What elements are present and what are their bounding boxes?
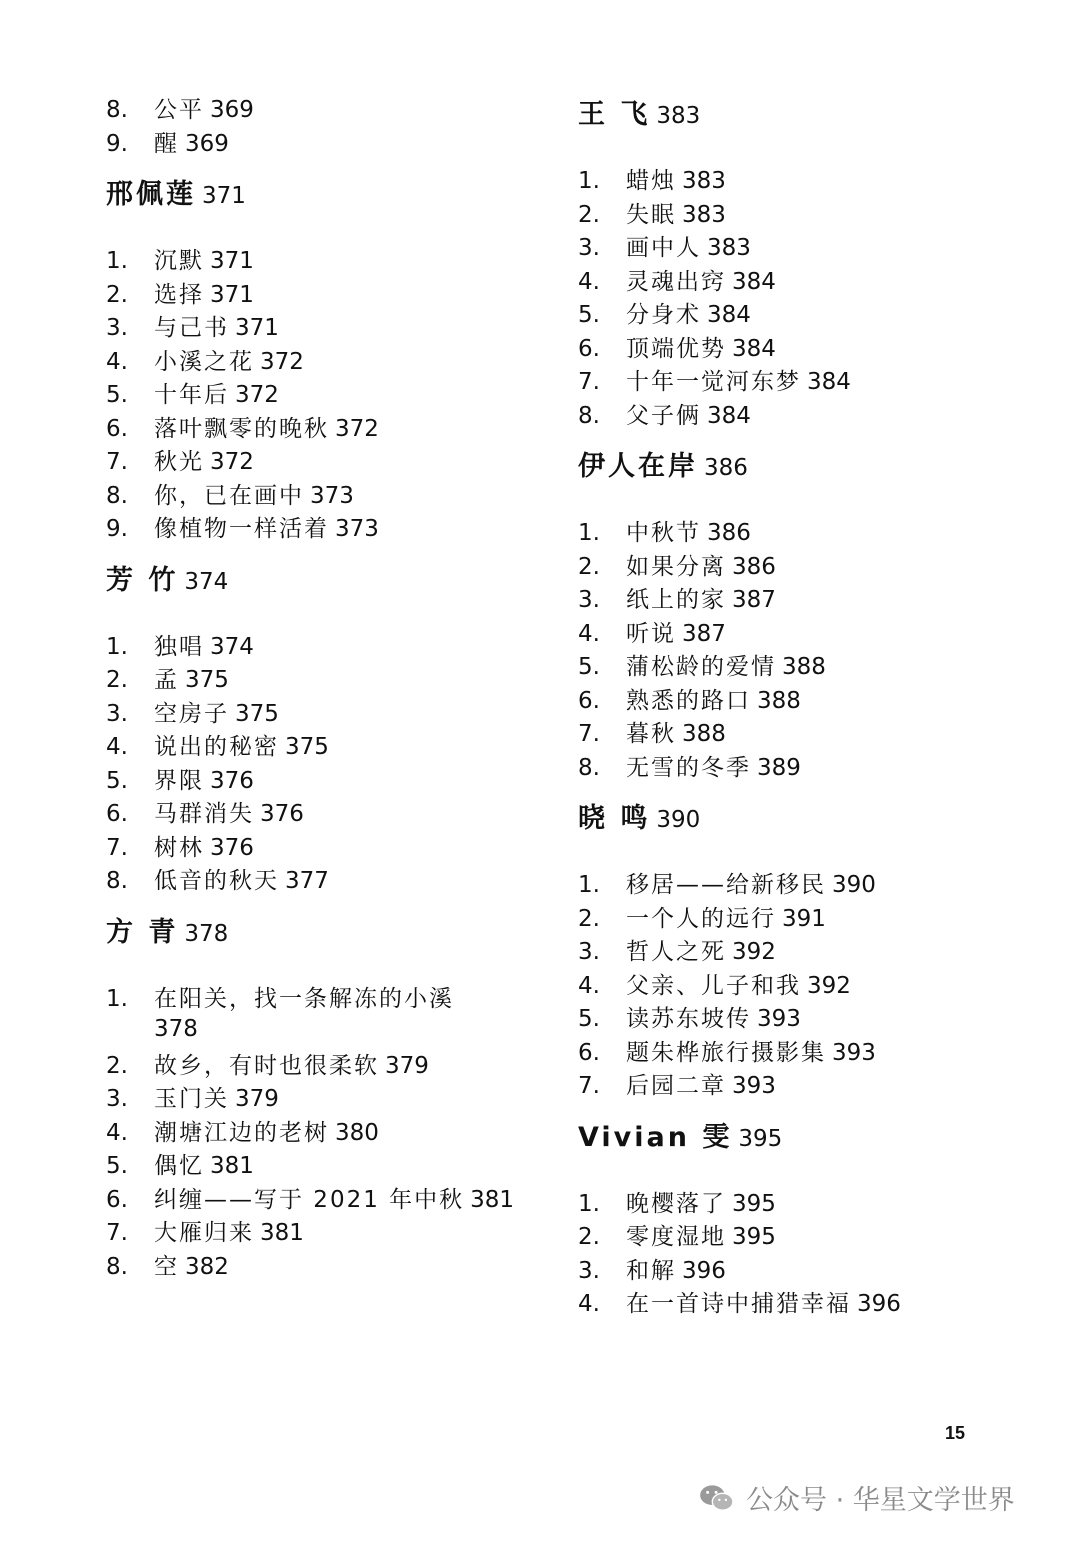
toc-item[interactable] (578, 686, 801, 716)
item-number: 5. (106, 767, 128, 794)
toc-item[interactable] (106, 514, 379, 544)
item-page: 375 (185, 667, 229, 693)
item-number: 5. (106, 1153, 128, 1179)
item-number: 2. (578, 1224, 600, 1250)
toc-item[interactable] (106, 1118, 379, 1148)
item-page: 383 (682, 168, 726, 194)
toc-item[interactable] (106, 95, 254, 125)
item-number: 3. (578, 235, 600, 261)
toc-item[interactable] (578, 334, 776, 364)
item-title: 在阳关，找一条解冻的小溪 (154, 985, 454, 1012)
item-title: 与己书 (154, 315, 229, 341)
item-title: 后园二章 (626, 1073, 726, 1099)
toc-item[interactable] (106, 766, 254, 796)
item-title: 顶端优势 (626, 335, 726, 362)
toc-item[interactable] (578, 300, 751, 330)
item-page: 369 (210, 97, 254, 123)
author-name: 芳 竹 (106, 564, 179, 596)
toc-item[interactable] (106, 984, 484, 1044)
item-page: 372 (260, 348, 304, 375)
item-number: 9. (106, 516, 128, 542)
item-number: 7. (106, 449, 128, 475)
item-page: 393 (732, 1073, 776, 1099)
item-page: 373 (310, 482, 354, 509)
item-page: 396 (682, 1257, 726, 1284)
item-title: 沉默 (154, 248, 204, 274)
item-title: 玉门关 (154, 1086, 229, 1112)
item-page: 380 (335, 1119, 379, 1146)
item-number: 8. (106, 1253, 128, 1280)
author-page: 390 (656, 807, 701, 833)
item-number: 3. (578, 939, 600, 965)
author-name: 王 飞 (578, 99, 651, 130)
item-page: 374 (210, 633, 254, 660)
item-number: 4. (106, 734, 128, 760)
item-number: 5. (578, 302, 600, 328)
item-page: 384 (807, 369, 851, 395)
item-page: 395 (732, 1190, 776, 1217)
item-number: 3. (106, 315, 128, 341)
item-page: 378 (154, 1015, 198, 1042)
item-number: 4. (106, 348, 128, 375)
author-name: 邢佩莲 (106, 179, 196, 210)
item-number: 2. (578, 201, 600, 228)
author-heading (106, 564, 228, 599)
item-page: 381 (260, 1220, 304, 1246)
item-title: 像植物一样活着 (154, 516, 329, 542)
item-page: 382 (185, 1253, 229, 1280)
item-page: 376 (260, 801, 304, 827)
author-page: 383 (656, 103, 701, 129)
item-number: 7. (578, 369, 600, 395)
item-title: 父亲、儿子和我 (626, 972, 801, 999)
item-number: 2. (578, 553, 600, 580)
author-heading (578, 450, 748, 485)
item-number: 5. (578, 1006, 600, 1032)
item-title: 落叶飘零的晚秋 (154, 415, 329, 442)
item-page: 389 (757, 754, 801, 781)
item-title: 你，已在画中 (154, 482, 304, 509)
item-number: 7. (106, 1220, 128, 1246)
item-title: 一个人的远行 (626, 905, 776, 932)
item-page: 381 (470, 1186, 515, 1213)
item-title: 移居——给新移民 (626, 872, 826, 898)
toc-item[interactable] (106, 1051, 429, 1081)
toc-item[interactable] (106, 414, 379, 444)
item-number: 2. (106, 667, 128, 693)
item-title: 说出的秘密 (154, 734, 279, 760)
item-number: 5. (106, 382, 128, 408)
item-title: 灵魂出窍 (626, 268, 726, 295)
item-number: 8. (578, 754, 600, 781)
item-page: 371 (210, 281, 254, 308)
item-title: 独唱 (154, 633, 204, 660)
item-page: 379 (235, 1086, 279, 1112)
toc-item[interactable] (106, 246, 254, 276)
item-page: 381 (210, 1153, 254, 1179)
item-title: 纠缠——写于 2021 年中秋 (154, 1186, 465, 1213)
toc-item[interactable] (578, 200, 726, 230)
toc-item[interactable] (578, 1256, 726, 1286)
toc-item[interactable] (578, 1004, 801, 1034)
toc-item[interactable] (578, 585, 776, 615)
watermark-text: 公众号 · 华星文学世界 (746, 1485, 1015, 1516)
toc-item[interactable] (106, 732, 329, 762)
item-page: 372 (210, 449, 254, 475)
item-number: 8. (106, 868, 128, 894)
author-heading (578, 98, 700, 133)
author-heading (578, 1121, 782, 1156)
item-number: 2. (578, 905, 600, 932)
item-page: 387 (732, 587, 776, 613)
author-name: 方 青 (106, 916, 179, 948)
toc-item[interactable] (106, 866, 329, 896)
item-page: 371 (210, 248, 254, 274)
item-page: 384 (732, 268, 776, 295)
item-title: 听说 (626, 620, 676, 647)
item-page: 383 (682, 201, 726, 228)
item-page: 375 (285, 734, 329, 760)
item-number: 3. (578, 587, 600, 613)
item-page: 375 (235, 700, 279, 727)
item-title: 失眠 (626, 201, 676, 228)
item-title: 小溪之花 (154, 348, 254, 375)
item-page: 393 (757, 1006, 801, 1032)
toc-item[interactable] (106, 280, 254, 310)
toc-item[interactable] (578, 753, 801, 783)
item-number: 1. (106, 248, 128, 274)
item-page: 388 (782, 654, 826, 680)
toc-item[interactable] (578, 1071, 776, 1101)
author-page: 378 (184, 920, 229, 947)
item-title: 公平 (154, 97, 204, 123)
author-page: 395 (738, 1125, 783, 1152)
item-page: 396 (857, 1291, 901, 1317)
toc-item[interactable] (578, 1289, 901, 1319)
item-title: 空房子 (154, 700, 229, 727)
item-number: 2. (106, 281, 128, 308)
page-number: 15 (945, 1423, 966, 1443)
item-number: 8. (578, 402, 600, 429)
item-title: 读苏东坡传 (626, 1006, 751, 1032)
item-title: 蒲松龄的爱情 (626, 654, 776, 680)
item-number: 7. (106, 834, 128, 861)
item-page: 392 (807, 972, 851, 999)
item-number: 4. (106, 1119, 128, 1146)
toc-item[interactable] (106, 447, 254, 477)
item-title: 画中人 (626, 235, 701, 261)
item-page: 388 (682, 721, 726, 747)
item-page: 384 (732, 335, 776, 362)
item-title: 暮秋 (626, 721, 676, 747)
item-title: 父子俩 (626, 402, 701, 429)
item-title: 零度湿地 (626, 1224, 726, 1250)
item-title: 无雪的冬季 (626, 754, 751, 781)
item-page: 386 (732, 553, 776, 580)
item-number: 6. (106, 801, 128, 827)
item-number: 6. (578, 335, 600, 362)
item-title: 选择 (154, 281, 204, 308)
author-name: 伊人在岸 (578, 451, 698, 482)
toc-item[interactable] (578, 937, 776, 967)
item-page: 395 (732, 1224, 776, 1250)
item-number: 4. (578, 1291, 600, 1317)
toc-item[interactable] (578, 1189, 776, 1219)
toc-item[interactable] (106, 129, 229, 159)
toc-item[interactable] (578, 1222, 776, 1252)
item-title: 潮塘江边的老树 (154, 1119, 329, 1146)
item-page: 373 (335, 516, 379, 542)
item-title: 哲人之死 (626, 939, 726, 965)
toc-item[interactable] (578, 1038, 876, 1068)
toc-item[interactable] (106, 699, 279, 729)
item-number: 1. (578, 872, 600, 898)
item-title: 界限 (154, 767, 204, 794)
author-heading (106, 916, 228, 951)
item-title: 中秋节 (626, 520, 701, 546)
item-title: 分身术 (626, 302, 701, 328)
item-number: 1. (578, 520, 600, 546)
item-page: 393 (832, 1039, 876, 1066)
item-number: 8. (106, 97, 128, 123)
toc-item[interactable] (578, 904, 826, 934)
toc-item[interactable] (578, 870, 876, 900)
item-number: 4. (578, 972, 600, 999)
author-page: 386 (704, 455, 748, 481)
item-title: 低音的秋天 (154, 868, 279, 894)
item-title: 晚樱落了 (626, 1190, 726, 1217)
author-name: 晓 鸣 (578, 803, 651, 834)
item-title: 秋光 (154, 449, 204, 475)
watermark (698, 1478, 1015, 1517)
item-number: 1. (106, 985, 128, 1012)
author-page: 371 (202, 183, 246, 209)
item-number: 3. (106, 700, 128, 727)
item-page: 390 (832, 872, 876, 898)
item-page: 383 (707, 235, 751, 261)
toc-item[interactable] (578, 971, 851, 1001)
item-title: 大雁归来 (154, 1220, 254, 1246)
toc-item[interactable] (106, 1084, 279, 1114)
toc-item[interactable] (106, 1218, 304, 1248)
item-page: 376 (210, 834, 254, 861)
item-title: 十年一觉河东梦 (626, 369, 801, 395)
item-title: 纸上的家 (626, 587, 726, 613)
item-title: 题朱桦旅行摄影集 (626, 1039, 826, 1066)
toc-item[interactable] (106, 665, 229, 695)
item-number: 6. (578, 1039, 600, 1066)
wechat-icon (698, 1483, 736, 1513)
item-title: 蜡烛 (626, 168, 676, 194)
item-page: 387 (682, 620, 726, 647)
toc-item[interactable] (578, 619, 726, 649)
item-title: 树林 (154, 834, 204, 861)
author-page: 374 (184, 568, 229, 595)
item-page: 379 (385, 1052, 429, 1079)
toc-item[interactable] (578, 401, 751, 431)
item-page: 392 (732, 939, 776, 965)
item-number: 6. (106, 415, 128, 442)
toc-item[interactable] (106, 1151, 254, 1181)
item-title: 故乡，有时也很柔软 (154, 1052, 379, 1079)
item-page: 384 (707, 402, 751, 429)
item-page: 391 (782, 905, 826, 932)
item-number: 1. (106, 633, 128, 660)
toc-item[interactable] (106, 799, 304, 829)
item-number: 1. (578, 168, 600, 194)
item-title: 醒 (154, 130, 179, 157)
item-number: 9. (106, 130, 128, 157)
author-name: Vivian 雯 (578, 1121, 733, 1153)
item-title: 马群消失 (154, 801, 254, 827)
item-number: 7. (578, 1073, 600, 1099)
toc-item[interactable] (106, 833, 254, 863)
item-number: 6. (106, 1186, 128, 1213)
toc-item[interactable] (578, 267, 776, 297)
item-number: 3. (106, 1086, 128, 1112)
item-page: 376 (210, 767, 254, 794)
item-page: 384 (707, 302, 751, 328)
toc-item[interactable] (578, 652, 826, 682)
toc-item[interactable] (106, 481, 354, 511)
item-number: 4. (578, 268, 600, 295)
toc-item[interactable] (578, 552, 776, 582)
item-title: 偶忆 (154, 1153, 204, 1179)
toc-item[interactable] (106, 313, 279, 343)
item-title: 熟悉的路口 (626, 687, 751, 714)
item-page: 371 (235, 315, 279, 341)
item-number: 5. (578, 654, 600, 680)
toc-item[interactable] (106, 1185, 514, 1215)
toc-item[interactable] (578, 367, 851, 397)
item-number: 4. (578, 620, 600, 647)
author-heading (106, 178, 246, 213)
item-number: 7. (578, 721, 600, 747)
toc-item[interactable] (106, 1252, 229, 1282)
item-title: 和解 (626, 1257, 676, 1284)
toc-item[interactable] (578, 719, 726, 749)
item-page: 388 (757, 687, 801, 714)
toc-item[interactable] (578, 166, 726, 196)
toc-item[interactable] (106, 347, 304, 377)
toc-item[interactable] (106, 632, 254, 662)
item-page: 372 (235, 382, 279, 408)
item-number: 3. (578, 1257, 600, 1284)
toc-item[interactable] (106, 380, 279, 410)
item-number: 1. (578, 1190, 600, 1217)
toc-item[interactable] (578, 233, 751, 263)
item-page: 386 (707, 520, 751, 546)
item-title: 如果分离 (626, 553, 726, 580)
item-title: 孟 (154, 667, 179, 693)
item-title: 空 (154, 1253, 179, 1280)
toc-item[interactable] (578, 518, 751, 548)
item-number: 8. (106, 482, 128, 509)
item-number: 6. (578, 687, 600, 714)
item-title: 在一首诗中捕猎幸福 (626, 1291, 851, 1317)
item-page: 377 (285, 868, 329, 894)
author-heading (578, 802, 700, 837)
item-page: 372 (335, 415, 379, 442)
item-page: 369 (185, 130, 229, 157)
item-number: 2. (106, 1052, 128, 1079)
item-title: 十年后 (154, 382, 229, 408)
